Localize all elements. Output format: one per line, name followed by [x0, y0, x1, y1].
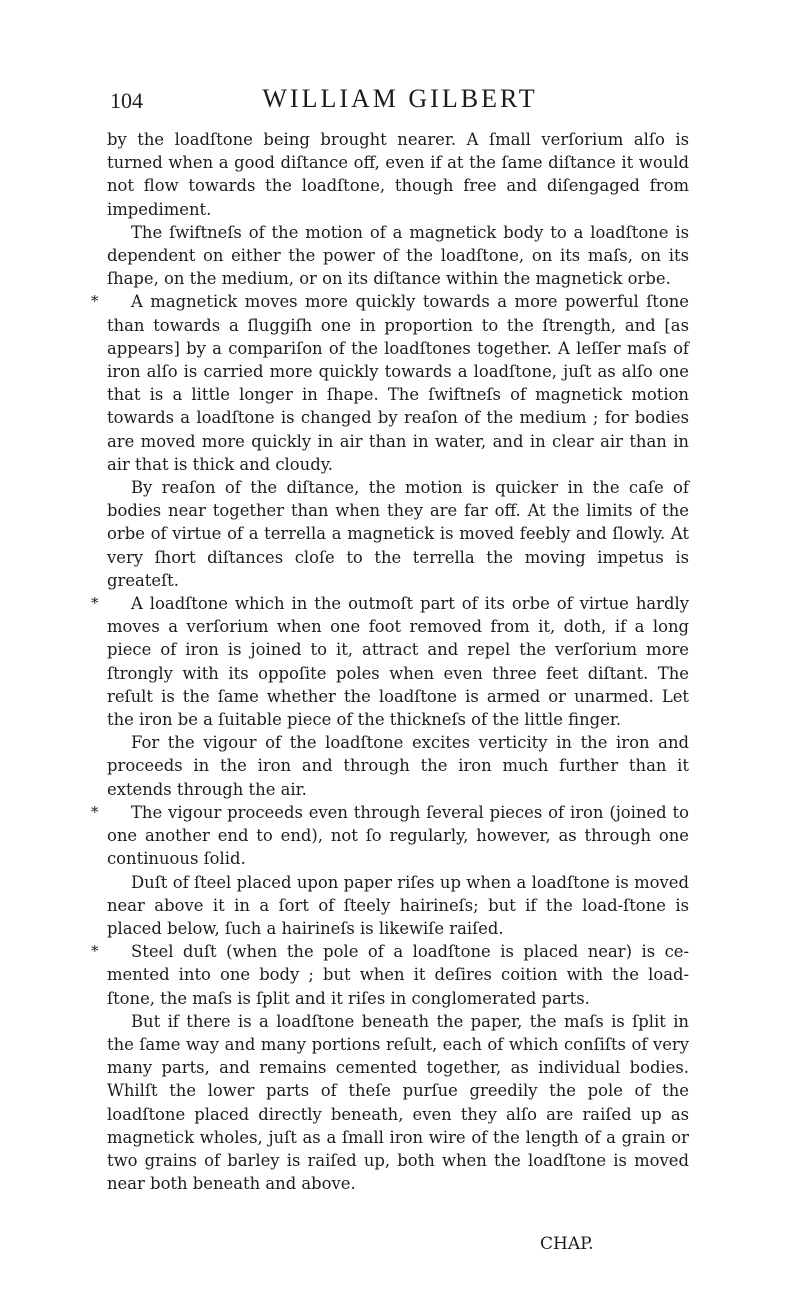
margin-asterisk: *: [91, 942, 99, 961]
paragraph: Duſt of ſteel placed upon paper riſes up when a loadſtone is moved near above it in a ſort of ſteely hairineſs; but if the load-ſtone is placed below, ſuch a hairineſs is likewiſe raiſed.: [107, 872, 689, 938]
page-header: [110, 84, 690, 120]
paragraph: By reaſon of the diſtance, the motion is quicker in the caſe of bodies near together than when they are far off. At the limits of the orbe of virtue of a terrella a magnetick is moved feebly and ſlowly. At very ſhort diſtances cloſe to the terrella the moving impetus is greateſt.: [107, 478, 689, 590]
body-text: [91, 128, 689, 1195]
page-number: 104: [110, 88, 143, 113]
paragraph: by the loadſtone being brought nearer. A ſmall verſorium alſo is turned when a good diſtance off, even if at the ſame diſtance it would not flow towards the loadſtone, though free and diſengaged from impediment.: [107, 130, 689, 219]
paragraph: * A magnetick moves more quickly towards a more powerful ſtone than towards a ſluggiſh one in proportion to the ſtrength, and [as appears] by a compariſon of the loadſtones together. A leſſer maſs of iron alſo is carried more quickly towards a loadſtone, juſt as alſo one that is a little longer in ſhape. The ſwiftneſs of magnetick motion towards a loadſtone is changed by reaſon of the medium ; for bodies are moved more quickly in air than in water, and in clear air than in air that is thick and cloudy.: [107, 290, 689, 476]
paragraph: For the vigour of the loadſtone excites verticity in the iron and proceeds in the iron and through the iron much further than it extends through the air.: [107, 733, 689, 799]
paragraph: But if there is a loadſtone beneath the paper, the maſs is ſplit in the ſame way and many portions reſult, each of which conſiſts of very many parts, and remains cemented together, as individual bodies. Whilſt the lower parts of theſe purſue greedily the pole of the loadſtone placed directly beneath, even they alſo are raiſed up as magnetick wholes, juſt as a ſmall iron wire of the length of a grain or two grains of barley is raiſed up, both when the loadſtone is moved near both beneath and above.: [107, 1011, 689, 1194]
margin-asterisk: *: [91, 594, 99, 613]
margin-asterisk: *: [91, 292, 99, 311]
paragraph: The ſwiftneſs of the motion of a magnetick body to a loadſtone is dependent on either the power of the loadſtone, on its maſs, on its ſhape, on the medium, or on its diſtance within the magnetick orbe.: [107, 222, 689, 289]
catchword: CHAP.: [540, 1234, 594, 1254]
paragraph: * The vigour proceeds even through ſeveral pieces of iron (joined to one another end to end), not ſo regularly, however, as through one continuous ſolid.: [107, 801, 689, 871]
paragraph: * Steel duſt (when the pole of a loadſtone is placed near) is ce-mented into one body ; but when it deſires coition with the load-ſtone, the maſs is ſplit and it riſes in conglomerated parts.: [107, 940, 689, 1010]
running-title: WILLIAM GILBERT: [262, 84, 538, 113]
margin-asterisk: *: [91, 802, 99, 821]
paragraph: * A loadſtone which in the outmoſt part of its orbe of virtue hardly moves a verſorium when one foot removed from it, doth, if a long piece of iron is joined to it, attract and repel the verſorium more ſtrongly with its oppoſite poles when even three feet diſtant. The reſult is the ſame whether the loadſtone is armed or unarmed. Let the iron be a ſuitable piece of the thickneſs of the little finger.: [107, 592, 689, 731]
